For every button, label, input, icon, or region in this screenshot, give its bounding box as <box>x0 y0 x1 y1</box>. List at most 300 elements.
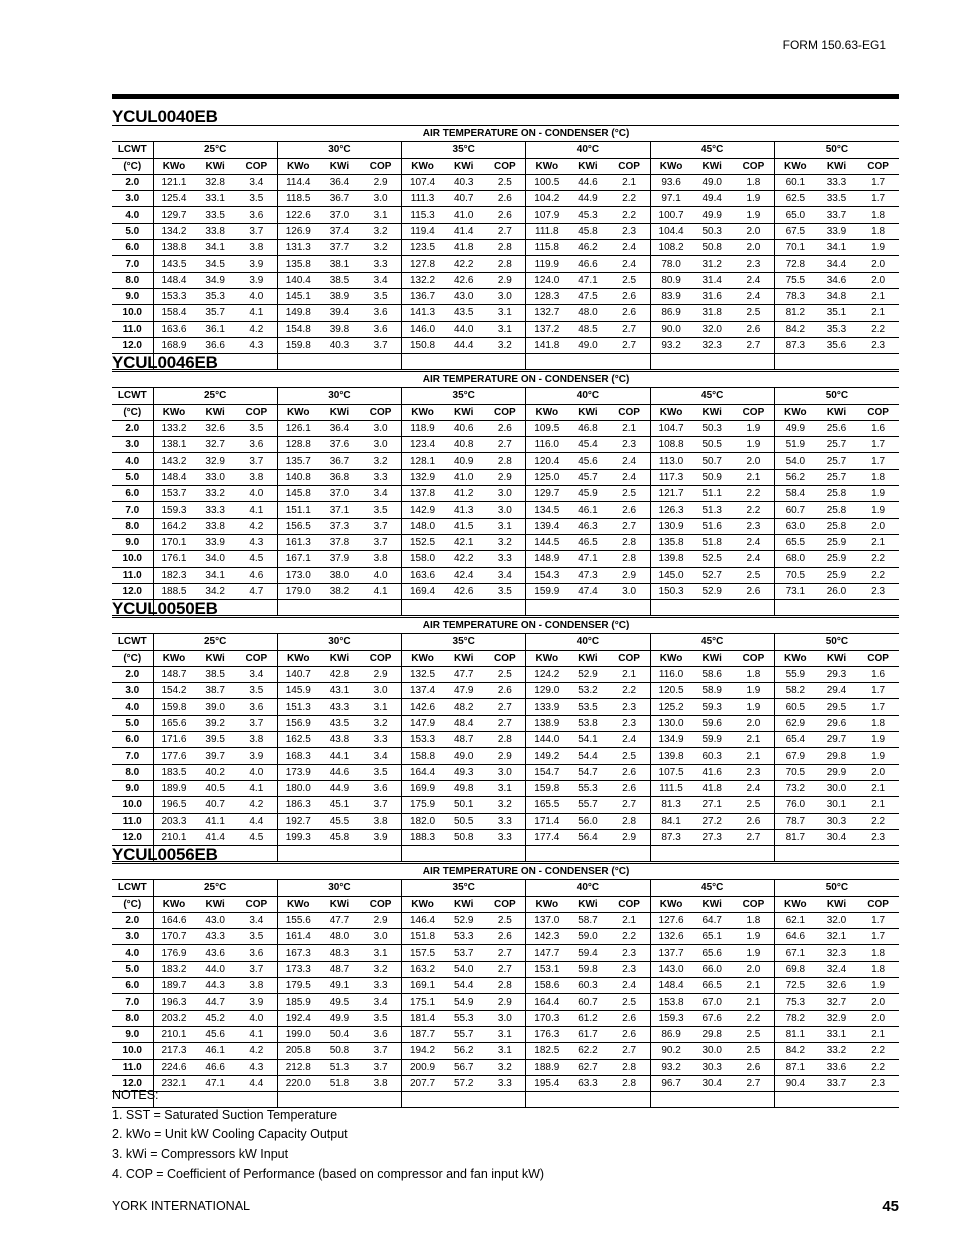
table-cell: 2.1 <box>609 912 650 928</box>
lcwt-value: 12.0 <box>112 337 153 353</box>
lcwt-value: 11.0 <box>112 813 153 829</box>
table-cell: 139.4 <box>526 518 567 534</box>
table-cell: 3.0 <box>484 1010 525 1026</box>
table-cell: 1.9 <box>733 420 774 436</box>
table-cell: 188.5 <box>153 583 194 599</box>
table-cell: 2.6 <box>733 1059 774 1075</box>
table-cell: 153.1 <box>526 961 567 977</box>
temp-header: 40°C <box>526 880 650 896</box>
table-cell: 2.6 <box>484 683 525 699</box>
table-cell: 1.8 <box>733 174 774 190</box>
table-cell: 188.9 <box>526 1059 567 1075</box>
subcol-header: KWo <box>153 404 194 420</box>
table-row <box>112 1059 899 1075</box>
table-cell: 38.0 <box>319 567 360 583</box>
subcol-header: COP <box>236 650 277 666</box>
table-cell: 3.1 <box>484 305 525 321</box>
subcol-header: KWo <box>153 650 194 666</box>
table-cell: 3.1 <box>484 1043 525 1059</box>
subcol-header: KWi <box>319 896 360 912</box>
table-row <box>112 272 899 288</box>
table-cell: 2.1 <box>857 780 899 796</box>
table-cell: 33.3 <box>194 502 235 518</box>
table-cell: 159.8 <box>153 699 194 715</box>
table-cell: 51.9 <box>774 437 815 453</box>
table-cell: 165.5 <box>526 797 567 813</box>
table-cell: 3.5 <box>236 420 277 436</box>
table-cell: 25.6 <box>816 420 857 436</box>
table-cell: 2.7 <box>733 829 774 845</box>
subcol-header: COP <box>484 158 525 174</box>
table-cell: 104.7 <box>650 420 691 436</box>
table-cell: 127.6 <box>650 912 691 928</box>
table-cell: 50.8 <box>692 240 733 256</box>
table-cell: 33.5 <box>816 191 857 207</box>
table-cell: 25.7 <box>816 453 857 469</box>
table-row <box>112 715 899 731</box>
table-cell: 3.4 <box>360 994 401 1010</box>
table-cell: 3.0 <box>484 502 525 518</box>
table-cell: 33.9 <box>816 223 857 239</box>
table-cell: 128.1 <box>402 453 443 469</box>
table-cell: 136.7 <box>402 288 443 304</box>
air-temp-header: AIR TEMPERATURE ON - CONDENSER (°C) <box>153 864 899 880</box>
table-cell: 2.3 <box>609 961 650 977</box>
table-cell: 47.5 <box>567 288 608 304</box>
table-cell: 130.0 <box>650 715 691 731</box>
table-cell: 67.0 <box>692 994 733 1010</box>
table-cell: 2.2 <box>733 1010 774 1026</box>
table-cell: 3.2 <box>484 534 525 550</box>
table-cell: 49.0 <box>443 748 484 764</box>
table-cell: 4.2 <box>236 1043 277 1059</box>
table-cell: 29.6 <box>816 715 857 731</box>
table-cell: 47.7 <box>443 666 484 682</box>
table-cell: 1.8 <box>857 715 899 731</box>
table-cell: 2.8 <box>609 1075 650 1091</box>
lcwt-value: 7.0 <box>112 502 153 518</box>
subcol-header: KWi <box>692 896 733 912</box>
table-cell: 156.5 <box>277 518 318 534</box>
subcol-header: KWo <box>650 158 691 174</box>
subcol-header: KWo <box>650 404 691 420</box>
table-cell: 120.5 <box>650 683 691 699</box>
table-cell: 38.7 <box>194 683 235 699</box>
lcwt-label: LCWT <box>117 144 147 156</box>
table-row <box>112 420 899 436</box>
table-cell: 104.2 <box>526 191 567 207</box>
table-cell: 67.1 <box>774 945 815 961</box>
performance-table <box>112 372 899 616</box>
table-cell: 48.3 <box>319 945 360 961</box>
table-cell: 2.4 <box>733 534 774 550</box>
table-cell: 4.1 <box>236 780 277 796</box>
table-row <box>112 223 899 239</box>
table-cell: 2.9 <box>484 469 525 485</box>
subcol-header: KWi <box>319 650 360 666</box>
table-cell: 180.0 <box>277 780 318 796</box>
lcwt-value: 7.0 <box>112 748 153 764</box>
table-cell: 37.9 <box>319 551 360 567</box>
table-cell: 2.4 <box>609 240 650 256</box>
table-cell: 90.2 <box>650 1043 691 1059</box>
table-cell: 3.3 <box>484 551 525 567</box>
table-cell: 127.8 <box>402 256 443 272</box>
table-cell: 1.7 <box>857 929 899 945</box>
table-cell: 3.5 <box>360 1010 401 1026</box>
table-cell: 3.3 <box>360 256 401 272</box>
table-cell: 32.4 <box>816 961 857 977</box>
table-cell: 3.1 <box>484 321 525 337</box>
table-cell: 158.4 <box>153 305 194 321</box>
table-cell: 2.5 <box>609 272 650 288</box>
table-cell: 44.6 <box>567 174 608 190</box>
table-cell: 41.0 <box>443 469 484 485</box>
table-row <box>112 453 899 469</box>
temp-header: 50°C <box>774 388 899 404</box>
table-cell: 182.3 <box>153 567 194 583</box>
table-cell: 4.0 <box>236 1010 277 1026</box>
table-cell: 148.9 <box>526 551 567 567</box>
table-cell: 33.3 <box>816 174 857 190</box>
table-cell: 4.1 <box>236 502 277 518</box>
table-cell: 30.4 <box>692 1075 733 1091</box>
table-cell: 49.0 <box>692 174 733 190</box>
table-cell: 153.3 <box>402 732 443 748</box>
table-cell: 1.7 <box>857 699 899 715</box>
table-cell: 2.3 <box>857 1075 899 1091</box>
temp-header-row <box>112 142 899 158</box>
table-row <box>112 732 899 748</box>
air-header-row <box>112 126 899 142</box>
table-cell: 35.3 <box>194 288 235 304</box>
table-cell: 132.2 <box>402 272 443 288</box>
table-cell: 32.9 <box>816 1010 857 1026</box>
table-cell: 2.9 <box>484 994 525 1010</box>
table-cell: 2.2 <box>609 191 650 207</box>
subcol-header: COP <box>609 650 650 666</box>
table-cell: 58.2 <box>774 683 815 699</box>
table-cell: 60.1 <box>774 174 815 190</box>
lcwt-value: 9.0 <box>112 1026 153 1042</box>
subcol-header: COP <box>236 404 277 420</box>
table-cell: 2.1 <box>857 534 899 550</box>
note-item: 2. kWo = Unit kW Cooling Capacity Output <box>112 1127 348 1142</box>
table-cell: 3.8 <box>360 1075 401 1091</box>
table-cell: 159.3 <box>153 502 194 518</box>
table-cell: 56.2 <box>443 1043 484 1059</box>
lcwt-unit: (°C) <box>112 896 153 912</box>
table-cell: 129.0 <box>526 683 567 699</box>
table-cell: 44.3 <box>194 978 235 994</box>
table-cell: 145.1 <box>277 288 318 304</box>
table-cell: 65.1 <box>692 929 733 945</box>
table-cell: 63.0 <box>774 518 815 534</box>
table-cell: 2.6 <box>609 305 650 321</box>
table-cell: 3.8 <box>236 469 277 485</box>
table-cell: 2.3 <box>857 337 899 353</box>
table-cell: 2.2 <box>857 1043 899 1059</box>
table-cell: 35.7 <box>194 305 235 321</box>
table-cell: 4.3 <box>236 1059 277 1075</box>
table-cell: 67.5 <box>774 223 815 239</box>
table-row <box>112 764 899 780</box>
table-cell: 53.7 <box>443 945 484 961</box>
table-cell: 137.0 <box>526 912 567 928</box>
table-cell: 126.1 <box>277 420 318 436</box>
lcwt-value: 11.0 <box>112 321 153 337</box>
temp-header: 30°C <box>277 388 401 404</box>
table-cell: 50.3 <box>692 223 733 239</box>
temp-header: 50°C <box>774 880 899 896</box>
temp-header: 35°C <box>402 388 526 404</box>
temp-header: 35°C <box>402 634 526 650</box>
subcol-header: COP <box>484 650 525 666</box>
table-cell: 196.3 <box>153 994 194 1010</box>
lcwt-value: 8.0 <box>112 518 153 534</box>
table-cell: 142.6 <box>402 699 443 715</box>
table-cell: 58.6 <box>692 666 733 682</box>
table-cell: 68.0 <box>774 551 815 567</box>
table-cell: 165.6 <box>153 715 194 731</box>
table-cell: 169.1 <box>402 978 443 994</box>
air-temp-header: AIR TEMPERATURE ON - CONDENSER (°C) <box>153 618 899 634</box>
table-cell: 3.8 <box>236 240 277 256</box>
table-cell: 2.0 <box>857 256 899 272</box>
table-cell: 200.9 <box>402 1059 443 1075</box>
table-cell: 199.0 <box>277 1026 318 1042</box>
table-cell: 33.1 <box>816 1026 857 1042</box>
table-cell: 1.8 <box>733 666 774 682</box>
table-cell: 61.2 <box>567 1010 608 1026</box>
table-cell: 2.8 <box>484 240 525 256</box>
temp-header: 40°C <box>526 634 650 650</box>
table-cell: 39.2 <box>194 715 235 731</box>
subcol-header: KWo <box>650 896 691 912</box>
subcol-header: COP <box>360 650 401 666</box>
table-cell: 81.2 <box>774 305 815 321</box>
table-cell: 54.4 <box>567 748 608 764</box>
table-cell: 51.8 <box>319 1075 360 1091</box>
lcwt-value: 12.0 <box>112 583 153 599</box>
table-cell: 207.7 <box>402 1075 443 1091</box>
table-cell: 27.1 <box>692 797 733 813</box>
table-cell: 75.5 <box>774 272 815 288</box>
table-cell: 3.0 <box>360 929 401 945</box>
subcol-header: KWi <box>692 158 733 174</box>
table-cell: 4.2 <box>236 797 277 813</box>
table-cell: 87.3 <box>650 829 691 845</box>
table-cell: 56.7 <box>443 1059 484 1075</box>
table-cell: 125.4 <box>153 191 194 207</box>
lcwt-value: 2.0 <box>112 912 153 928</box>
table-cell: 1.9 <box>857 502 899 518</box>
table-cell: 3.1 <box>484 518 525 534</box>
table-cell: 43.0 <box>443 288 484 304</box>
table-cell: 116.0 <box>526 437 567 453</box>
table-cell: 148.4 <box>650 978 691 994</box>
table-cell: 129.7 <box>526 486 567 502</box>
table-cell: 34.1 <box>194 240 235 256</box>
lcwt-value: 3.0 <box>112 191 153 207</box>
table-cell: 36.1 <box>194 321 235 337</box>
table-cell: 42.2 <box>443 551 484 567</box>
table-cell: 140.4 <box>277 272 318 288</box>
table-cell: 51.6 <box>692 518 733 534</box>
table-cell: 187.7 <box>402 1026 443 1042</box>
table-cell: 32.7 <box>816 994 857 1010</box>
subcol-header: KWo <box>402 404 443 420</box>
subcol-header: COP <box>484 404 525 420</box>
table-cell: 25.7 <box>816 469 857 485</box>
table-cell: 1.6 <box>857 666 899 682</box>
table-cell: 33.9 <box>194 534 235 550</box>
subcol-header: KWo <box>402 896 443 912</box>
table-cell: 2.6 <box>609 780 650 796</box>
table-cell: 2.3 <box>733 256 774 272</box>
table-cell: 3.5 <box>236 929 277 945</box>
table-cell: 57.2 <box>443 1075 484 1091</box>
table-cell: 2.0 <box>857 272 899 288</box>
table-cell: 62.2 <box>567 1043 608 1059</box>
table-cell: 126.3 <box>650 502 691 518</box>
table-cell: 76.0 <box>774 797 815 813</box>
table-row <box>112 256 899 272</box>
note-item: 3. kWi = Compressors kW Input <box>112 1147 289 1162</box>
table-row <box>112 174 899 190</box>
table-cell: 3.7 <box>360 1043 401 1059</box>
table-cell: 33.2 <box>816 1043 857 1059</box>
table-cell: 159.8 <box>526 780 567 796</box>
table-cell: 1.7 <box>857 191 899 207</box>
table-cell: 42.6 <box>443 583 484 599</box>
subcol-header: KWo <box>526 650 567 666</box>
table-cell: 157.5 <box>402 945 443 961</box>
table-cell: 38.5 <box>194 666 235 682</box>
table-cell: 48.4 <box>443 715 484 731</box>
table-cell: 135.8 <box>277 256 318 272</box>
table-cell: 135.8 <box>650 534 691 550</box>
table-cell: 141.8 <box>526 337 567 353</box>
subcol-header: KWi <box>816 158 857 174</box>
lcwt-value: 10.0 <box>112 551 153 567</box>
table-cell: 4.0 <box>236 486 277 502</box>
subcol-header: COP <box>733 896 774 912</box>
header-rule <box>112 94 899 99</box>
table-cell: 54.0 <box>443 961 484 977</box>
table-cell: 45.4 <box>567 437 608 453</box>
table-cell: 2.6 <box>484 191 525 207</box>
table-cell: 3.0 <box>360 683 401 699</box>
subcol-header-row <box>112 404 899 420</box>
table-cell: 2.6 <box>609 764 650 780</box>
table-cell: 42.8 <box>319 666 360 682</box>
table-cell: 3.1 <box>360 945 401 961</box>
table-cell: 1.8 <box>857 223 899 239</box>
table-cell: 43.0 <box>194 912 235 928</box>
table-cell: 3.8 <box>360 551 401 567</box>
table-cell: 1.9 <box>857 240 899 256</box>
table-cell: 137.2 <box>526 321 567 337</box>
temp-header: 50°C <box>774 142 899 158</box>
table-cell: 149.2 <box>526 748 567 764</box>
table-cell: 125.2 <box>650 699 691 715</box>
table-cell: 118.5 <box>277 191 318 207</box>
table-cell: 117.3 <box>650 469 691 485</box>
table-cell: 41.3 <box>443 502 484 518</box>
table-cell: 217.3 <box>153 1043 194 1059</box>
table-cell: 2.9 <box>609 567 650 583</box>
table-cell: 128.8 <box>277 437 318 453</box>
table-cell: 48.7 <box>443 732 484 748</box>
table-cell: 3.6 <box>236 437 277 453</box>
table-cell: 1.9 <box>733 929 774 945</box>
section-ycul0050eb <box>112 600 899 862</box>
subcol-header: KWi <box>816 650 857 666</box>
table-cell: 3.4 <box>484 567 525 583</box>
table-cell: 179.5 <box>277 978 318 994</box>
table-cell: 86.9 <box>650 305 691 321</box>
table-cell: 90.0 <box>650 321 691 337</box>
table-cell: 46.6 <box>194 1059 235 1075</box>
table-cell: 33.2 <box>194 486 235 502</box>
table-cell: 44.4 <box>443 337 484 353</box>
table-cell: 1.8 <box>857 945 899 961</box>
table-cell: 132.9 <box>402 469 443 485</box>
table-cell: 3.2 <box>360 223 401 239</box>
table-cell: 4.1 <box>360 583 401 599</box>
subcol-header: COP <box>360 158 401 174</box>
table-cell: 32.8 <box>194 174 235 190</box>
table-cell: 59.9 <box>692 732 733 748</box>
table-cell: 2.4 <box>609 732 650 748</box>
table-cell: 194.2 <box>402 1043 443 1059</box>
table-cell: 4.1 <box>236 1026 277 1042</box>
lcwt-value: 6.0 <box>112 732 153 748</box>
table-cell: 27.2 <box>692 813 733 829</box>
table-row <box>112 288 899 304</box>
table-cell: 2.5 <box>484 912 525 928</box>
table-cell: 42.1 <box>443 534 484 550</box>
table-cell: 3.7 <box>236 453 277 469</box>
lcwt-value: 5.0 <box>112 715 153 731</box>
table-cell: 162.5 <box>277 732 318 748</box>
table-cell: 3.2 <box>484 337 525 353</box>
table-cell: 2.8 <box>609 551 650 567</box>
lcwt-value: 6.0 <box>112 240 153 256</box>
table-cell: 2.2 <box>733 502 774 518</box>
table-cell: 3.7 <box>236 223 277 239</box>
table-cell: 129.7 <box>153 207 194 223</box>
table-cell: 47.9 <box>443 683 484 699</box>
lcwt-value: 5.0 <box>112 961 153 977</box>
subcol-header: COP <box>360 896 401 912</box>
table-cell: 158.0 <box>402 551 443 567</box>
table-cell: 2.9 <box>484 748 525 764</box>
table-cell: 3.8 <box>236 732 277 748</box>
lcwt-value: 3.0 <box>112 929 153 945</box>
table-cell: 66.5 <box>692 978 733 994</box>
section-title: YCUL0046EB <box>112 353 218 372</box>
subcol-header: COP <box>857 650 899 666</box>
subcol-header: KWi <box>567 650 608 666</box>
table-cell: 149.8 <box>277 305 318 321</box>
table-cell: 2.0 <box>733 715 774 731</box>
table-cell: 189.7 <box>153 978 194 994</box>
table-cell: 118.9 <box>402 420 443 436</box>
form-number: FORM 150.63-EG1 <box>782 38 886 52</box>
table-row <box>112 337 899 353</box>
